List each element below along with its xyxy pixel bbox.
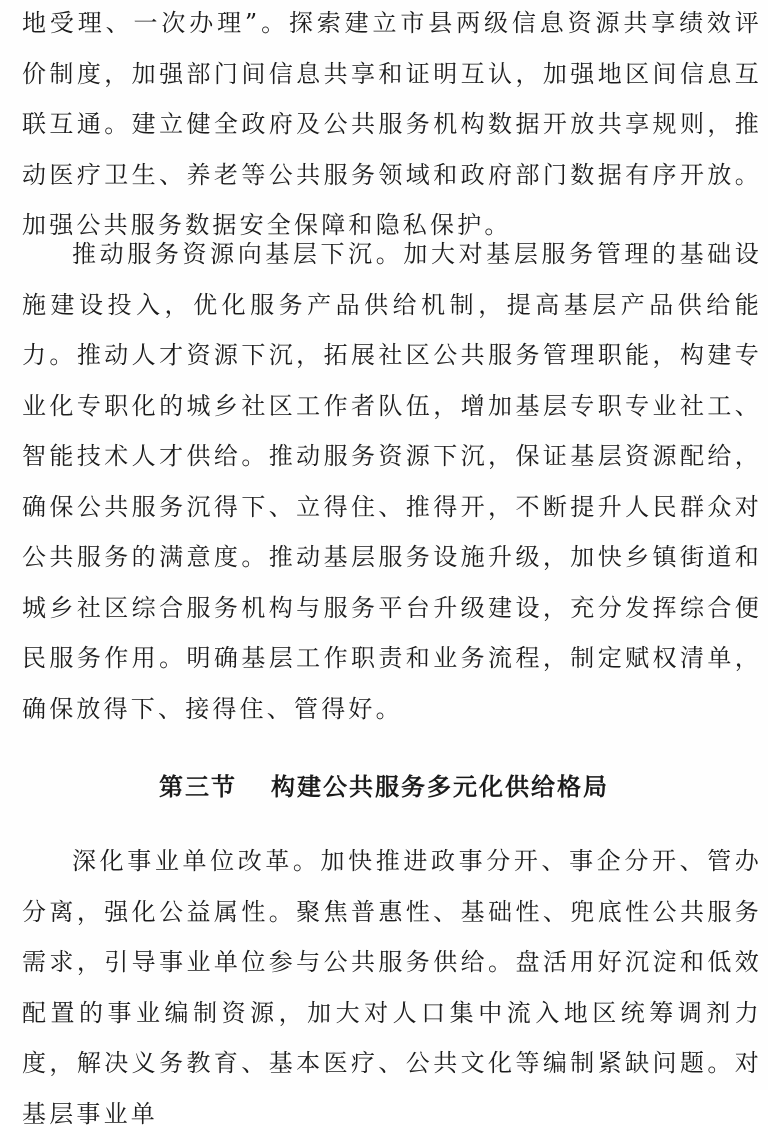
paragraph-public-institution-reform: 深化事业单位改革。加快推进政事分开、事企分开、管办分离，强化公益属性。聚焦普惠性、基础性、兜底性公共服务需求，引导事业单位参与公共服务供给。盘活用好沉淀和低效配置的事业编制资源，加大对人口集中流入地区统筹调剂力度，解决义务教育、基本医疗、公共文化等编制紧缺问题。对基层事业单	[22, 847, 762, 1128]
paragraph-resources-to-grassroots: 推动服务资源向基层下沉。加大对基层服务管理的基础设施建设投入，优化服务产品供给机制，提高基层产品供给能力。推动人才资源下沉，拓展社区公共服务管理职能，构建专业化专职化的城乡社区工作者队伍，增加基层专职专业社工、智能技术人才供给。推动服务资源下沉，保证基层资源配给，确保公共服务沉得下、立得住、推得开，不断提升人民群众对公共服务的满意度。推动基层服务设施升级，加快乡镇街道和城乡社区综合服务机构与服务平台升级建设，充分发挥综合便民服务作用。明确基层工作职责和业务流程，制定赋权清单，确保放得下、接得住、管得好。	[22, 240, 762, 723]
section-heading	[0, 767, 768, 807]
paragraph-data-sharing: 地受理、一次办理”。探索建立市县两级信息资源共享绩效评价制度，加强部门间信息共享和证明互认，加强地区间信息互联互通。建立健全政府及公共服务机构数据开放共享规则，推动医疗卫生、养老等公共服务领域和政府部门数据有序开放。加强公共服务数据安全保障和隐私保护。	[22, 9, 762, 239]
section-title: 构建公共服务多元化供给格局	[271, 773, 609, 801]
section-number: 第三节	[159, 773, 237, 801]
